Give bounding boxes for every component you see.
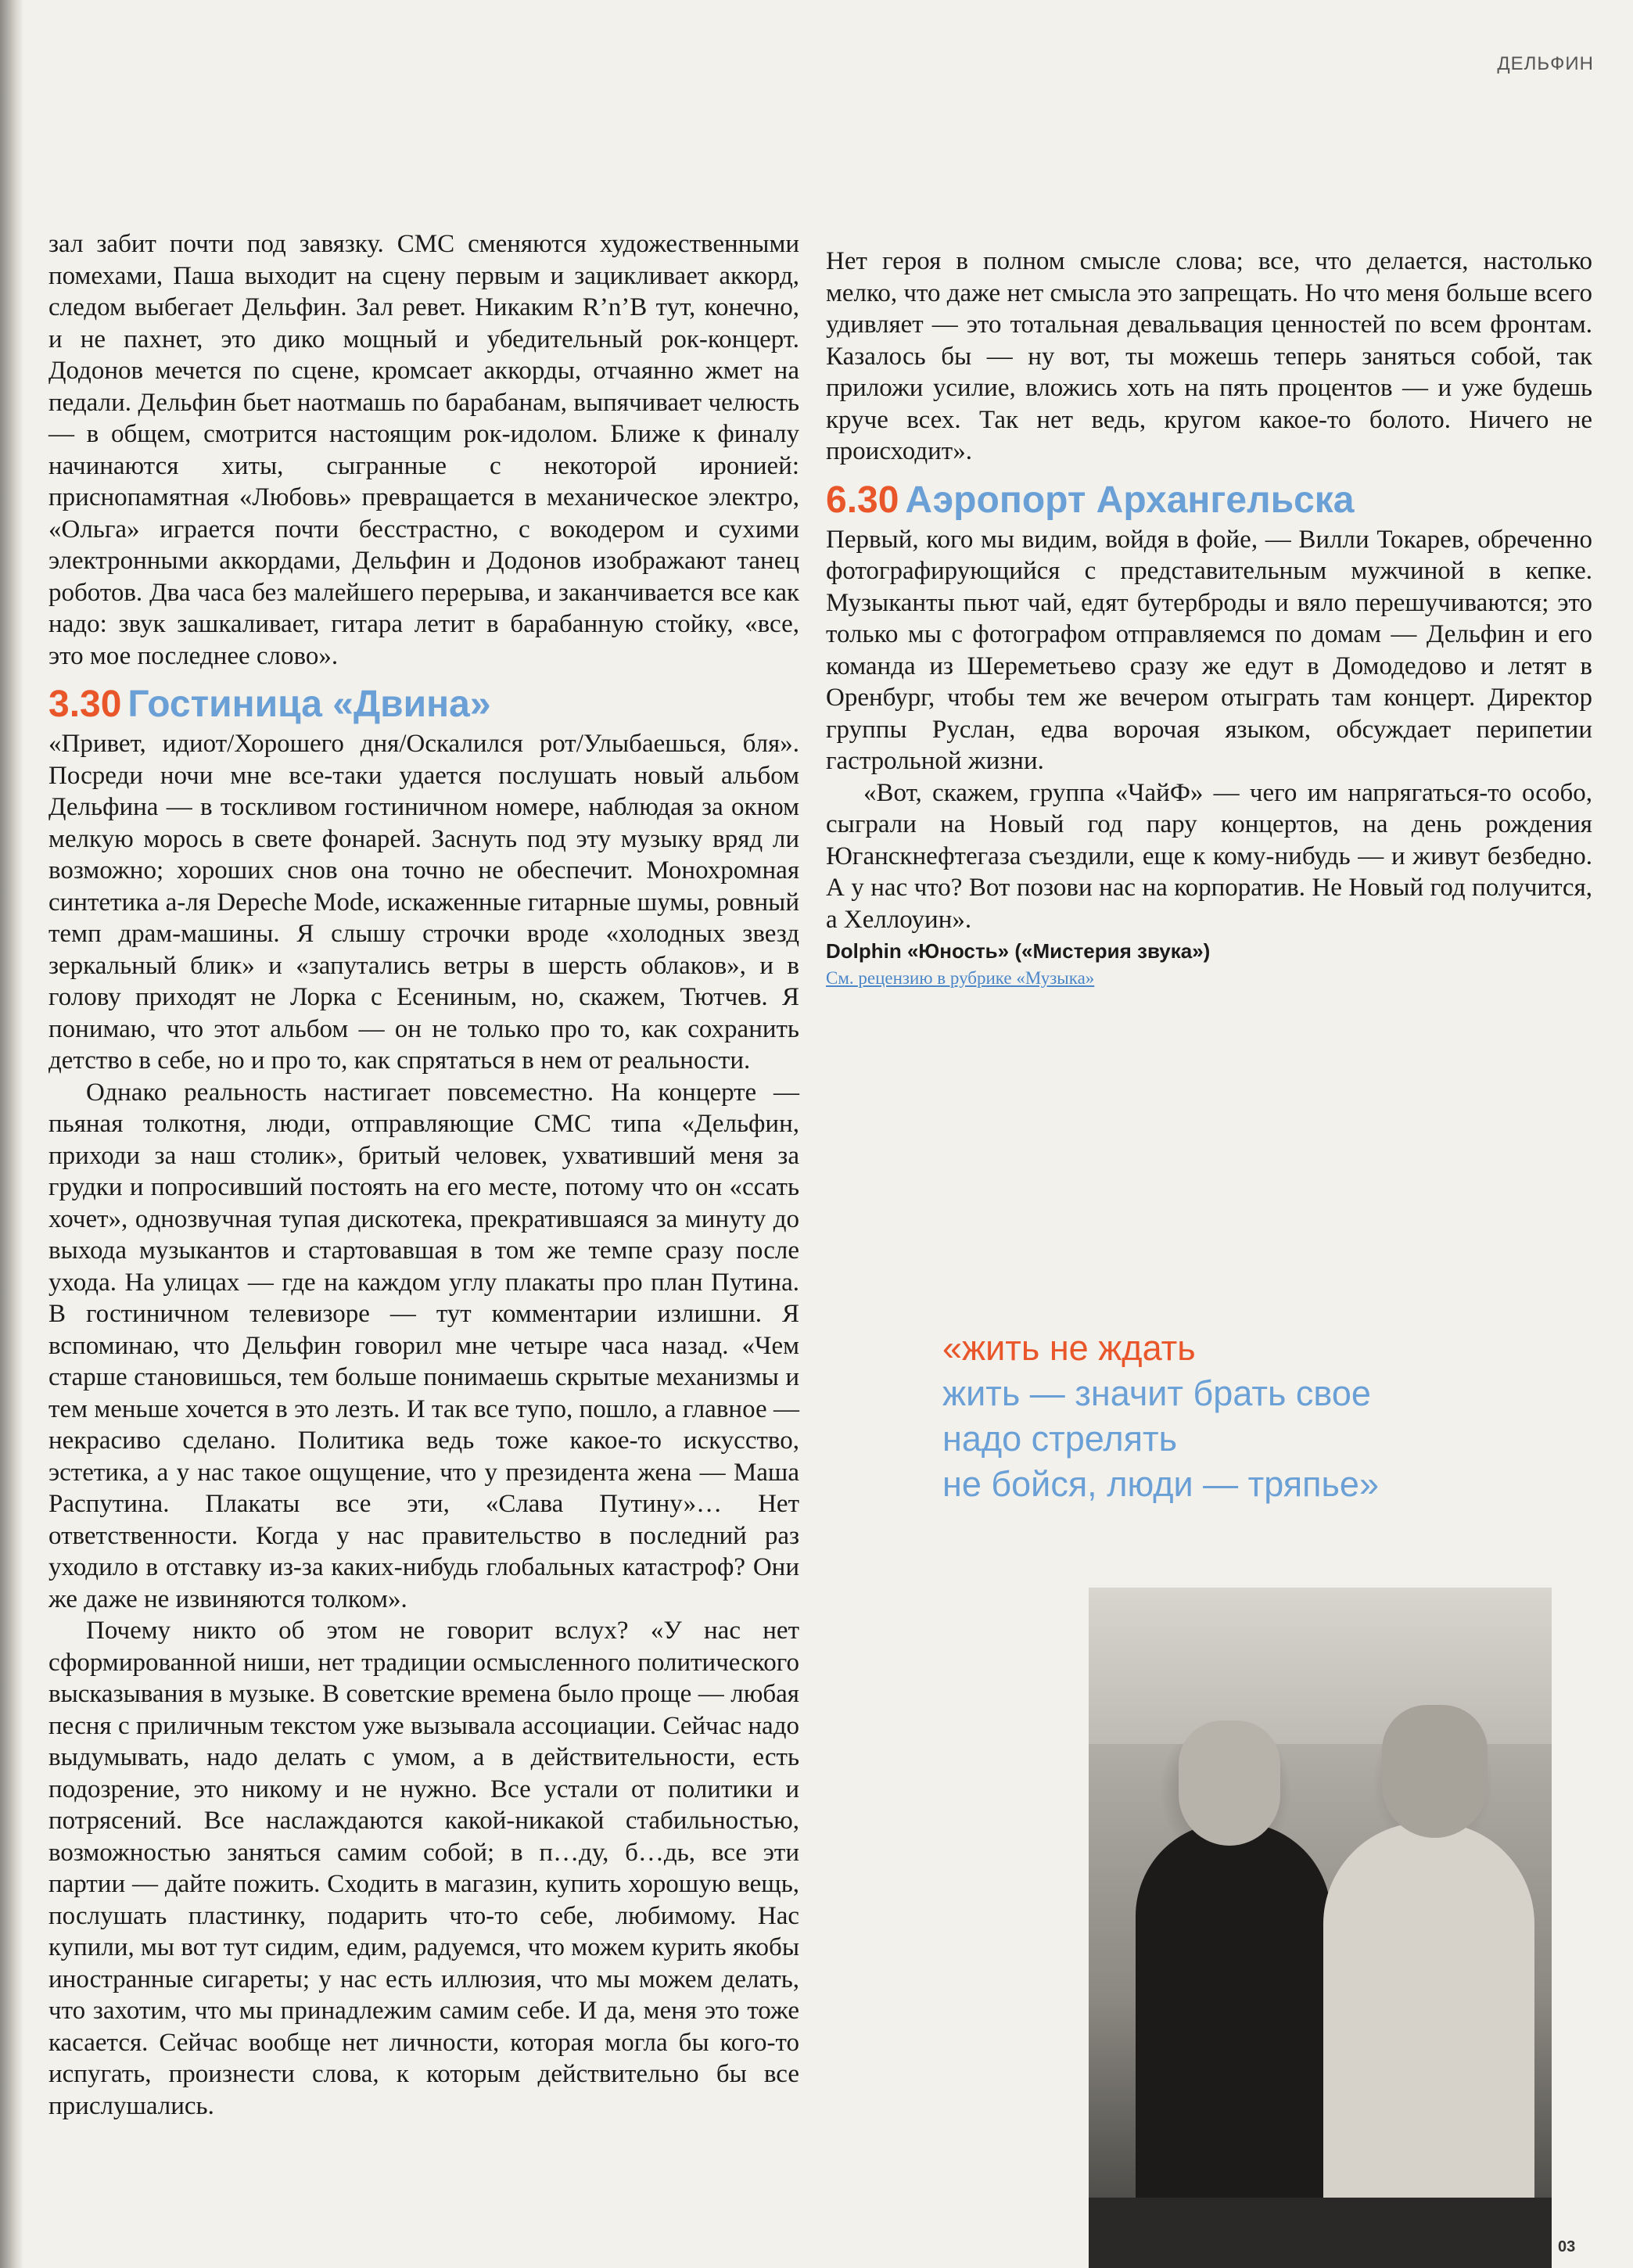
page-gutter-shadow: [0, 0, 23, 2268]
pull-quote-line: «жить не ждать: [942, 1328, 1196, 1368]
person-right: [1323, 1822, 1534, 2229]
person-left-head: [1179, 1721, 1280, 1846]
review-link[interactable]: См. рецензию в рубрике «Музыка»: [826, 968, 1095, 988]
section-title: Гостиница «Двина»: [127, 684, 491, 725]
paragraph: зал забит почти под завязку. СМС сменяются художественными помехами, Паша выходит на сцену первым и зацикливает аккорд, следом выбегает Дельфин. Зал ревет. Никаким R’n’B тут, конечно, и не пахнет, это дико мощный и убедительный рок-концерт. Додонов мечется по сцене, кромсает аккорды, отчаянно жмет на педали. Дельфин бьет наотмашь по барабанам, выпячивает челюсть — в общем, смотрится настоящим рок-идолом. Ближе к финалу начинаются хиты, сыгранные с некоторой иронией: приснопамятная «Любовь» превращается в механическое электро, «Ольга» играется почти бесстрастно, с вокодером и сухими электронными аккордами, Дельфин и Додонов изображают танец роботов. Два часа без малейшего перерыва, и заканчивается все как надо: звук зашкаливает, гитара летит в барабанную стойку, «все, это мое последнее слово».: [48, 230, 799, 670]
page-number: 03: [1558, 2238, 1576, 2255]
paragraph: Нет героя в полном смысле слова; все, что делается, настолько мелко, что даже нет смысла это запрещать. Но что меня больше всего удивляет — это тотальная девальвация ценностей по всем фронтам. Казалось бы — ну вот, ты можешь теперь заняться собой, так приложи усилие, вложись хоть на пять процентов — и уже будешь круче всех. Так нет ведь, кругом какое-то болото. Ничего не происходит».: [826, 247, 1592, 465]
paragraph: Почему никто об этом не говорит вслух? «У нас нет сформированной ниши, нет традиции осмысленного политического высказывания в музыке. В советские времена было проще — любая песня с приличным текстом уже вызывала ассоциации. Сейчас надо выдумывать, надо делать с умом, а в действительности, есть подозрение, это никому и не нужно. Все устали от политики и потрясений. Все наслаждаются какой-никакой стабильностью, возможностью заняться самим собой; в п…ду, б…дь, все эти партии — дайте пожить. Сходить в магазин, купить хорошую вещь, послушать пластинку, подарить что-то себе, любимому. Нас купили, мы вот тут сидим, едим, радуемся, что можем курить якобы иностранные сигареты; у нас есть иллюзия, что мы можем делать, что захотим, что мы принадлежим самим себе. И да, меня это тоже касается. Сейчас вообще нет личности, которая могла бы кого-то испугать, произнести слова, к которым действительно бы все прислушались.: [48, 1617, 799, 2120]
band-photo: [1089, 1588, 1552, 2268]
right-column: [826, 246, 1592, 992]
album-credit: Dolphin «Юность» («Мистерия звука»): [826, 939, 1211, 963]
paragraph: «Привет, идиот/Хорошего дня/Оскалился рот/Улыбаешься, бля». Посреди ночи мне все-таки удается послушать новый альбом Дельфина — в тоскливом гостиничном номере, наблюдая за окном мелкую морось в свете фонарей. Заснуть под эту музыку вряд ли возможно; хороших снов она точно не обеспечит. Монохромная синтетика а-ля Depeche Mode, искаженные гитарные шумы, ровный темп драм-машины. Я слышу строчки вроде «холодных звезд зеркальный блик» и «запутались ветры в шерсть облаков», и в голову приходят не Лорка с Есениным, но, скажем, Тютчев. Я понимаю, что этот альбом — он не только про то, как сохранить детство в себе, но и про то, как спрятаться в нем от реальности.: [48, 730, 799, 1075]
pull-quote-line: не бойся, люди — тряпье»: [942, 1464, 1379, 1504]
paragraph: «Вот, скажем, группа «ЧайФ» — чего им напрягаться-то особо, сыграли на Новый год пару концертов, на день рождения Юганскнефтегаза съездили, еще к кому-нибудь — и живут безбедно. А у нас что? Вот позови нас на корпоратив. Не Новый год получится, а Хеллоуин».: [826, 778, 1592, 934]
person-right-head: [1382, 1705, 1488, 1838]
pull-quote-line: надо стрелять: [942, 1419, 1178, 1459]
person-left: [1136, 1822, 1331, 2229]
pull-quote-line: жить — значит брать свое: [942, 1373, 1371, 1413]
paragraph: Первый, кого мы видим, войдя в фойе, — Вилли Токарев, обреченно фотографирующийся с представительным мужчиной в кепке. Музыканты пьют чай, едят бутерброды и вяло перешучиваются; это только мы с фотографом отправляемся по домам — Дельфин и его команда из Шереметьево сразу же едут в Домодедово и летят в Оренбург, чтобы тем же вечером отыграть там концерт. Директор группы Руслан, едва ворочая языком, обсуждает перипетии гастрольной жизни.: [826, 525, 1592, 775]
section-time: 3.30: [48, 684, 122, 725]
section-heading: [826, 479, 1592, 522]
pull-quote: [942, 1326, 1427, 1507]
paragraph: Однако реальность настигает повсеместно. На концерте — пьяная толкотня, люди, отправляющие СМС типа «Дельфин, приходи за наш столик», бритый человек, ухвативший меня за грудки и попросивший постоять на его месте, потому что он «ссать хочет», однозвучная тупая дискотека, прекратившаяся за минуту до выхода музыкантов и стартовавшая в том же темпе сразу после ухода. На улицах — где на каждом углу плакаты про план Путина. В гостиничном телевизоре — тут комментарии излишни. Я вспоминаю, что Дельфин говорил мне четыре часа назад. «Чем старше становишься, тем больше понимаешь скрытые механизмы и тем меньше хочется в это лезть. И так все тупо, пошло, а главное — некрасиво сделано. Политика ведь тоже какое-то искусство, эстетика, а у нас такое ощущение, что у президента жена — Маша Распутина. Плакаты все эти, «Слава Путину»… Нет ответственности. Когда у нас правительство в последний раз уходило в отставку из-за каких-нибудь глобальных катастроф? Они же даже не извиняются толком».: [48, 1078, 799, 1613]
section-title: Аэропорт Архангельска: [905, 479, 1355, 521]
running-head: ДЕЛЬФИН: [1497, 53, 1594, 74]
left-column: [48, 228, 799, 2122]
section-time: 6.30: [826, 479, 899, 521]
section-heading: [48, 683, 799, 727]
bench: [1089, 2198, 1552, 2268]
photo-background: [1089, 1588, 1552, 1744]
